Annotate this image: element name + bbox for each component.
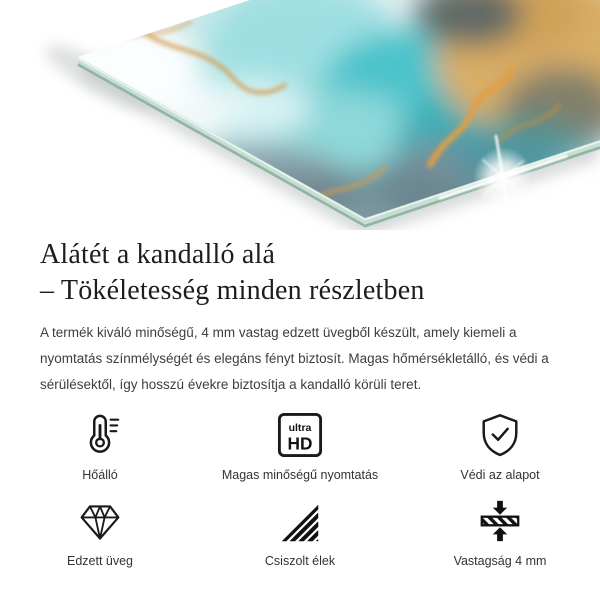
feature-label: Magas minőségű nyomtatás [221, 468, 379, 482]
ultra-label: ultra [288, 422, 312, 435]
hd-label: HD [287, 433, 313, 454]
feature-grid [0, 410, 600, 568]
glass-panel-illustration [0, 0, 600, 230]
title-line-2: – Tökéletesség minden részletben [40, 275, 425, 306]
feature-protects-base [400, 410, 600, 482]
feature-label: Vastagság 4 mm [453, 554, 547, 568]
feature-polished-edges [200, 496, 400, 568]
feature-print-quality [200, 410, 400, 482]
feature-tempered-glass [0, 496, 200, 568]
product-description: A termék kiváló minőségű, 4 mm vastag edzett üvegből készült, amely kiemeli a nyomtatás színmélységét és elegáns fényt biztosít. Magas hőmérsékletálló, és védi a sérülésektől, így hosszú évekre biztosítja a kandalló körüli teret. [40, 325, 549, 392]
diamond-icon [78, 496, 122, 544]
feature-label: Edzett üveg [66, 554, 133, 568]
feature-label: Védi az alapot [460, 468, 540, 482]
title-line-1: Alátét a kandalló alá [40, 239, 276, 270]
description-section [0, 237, 600, 568]
shield-check-icon [477, 410, 523, 458]
polished-edges-icon [279, 496, 321, 544]
thermometer-icon [77, 410, 123, 458]
product-image [0, 0, 600, 230]
page-title [40, 237, 560, 309]
thickness-icon [477, 496, 523, 544]
ultra-hd-icon [277, 410, 323, 458]
feature-label: Hőálló [82, 468, 118, 482]
feature-heat-resistant [0, 410, 200, 482]
feature-label: Csiszolt élek [264, 554, 336, 568]
feature-thickness [400, 496, 600, 568]
